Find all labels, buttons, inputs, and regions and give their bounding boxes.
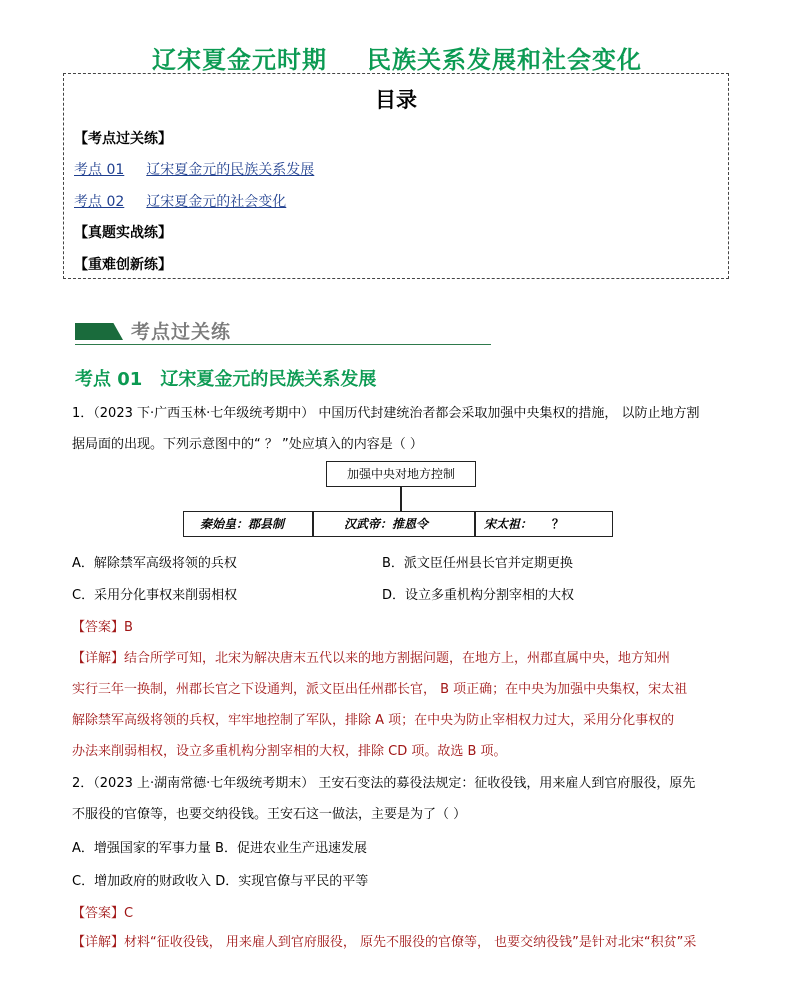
banner-bar-icon: [75, 323, 123, 340]
title-part1: 辽宋夏金元时期: [152, 46, 327, 74]
toc-link-kp02[interactable]: [74, 191, 286, 211]
q1-line2: 据局面的出现。下列示意图中的“ ？ ”处应填入的内容是（ ）: [72, 437, 423, 452]
diagram-cell-han: 汉武帝：推恩令: [344, 517, 429, 531]
section-banner-text: 考点过关练: [131, 321, 232, 343]
q1-line1: 1．（2023 下·广西玉林·七年级统考期中） 中国历代封建统治者都会采取加强中央集权的措施， 以防止地方割: [72, 406, 700, 421]
toc-item-practice: 【考点过关练】: [74, 131, 172, 147]
diagram-blank: ？: [532, 512, 584, 537]
q1-option-b: B．派文臣任州县长官并定期更换: [382, 556, 573, 571]
q2-line1: 2．（2023 上·湖南常德·七年级统考期末） 王安石变法的募役法规定：征收役钱，用来雇人到官府服役，原先: [72, 776, 696, 791]
q1-detail-line4: 办法来削弱相权，设立多重机构分割宰相的大权，排除 CD 项。故选 B 项。: [72, 744, 507, 759]
section-divider: [75, 344, 491, 345]
toc-link-kp01-num: 考点 01: [74, 162, 125, 178]
toc-item-innovation: 【重难创新练】: [74, 257, 172, 273]
diagram-cell-song: [484, 512, 584, 536]
q2-answer: 【答案】C: [72, 906, 134, 921]
section-banner: [75, 317, 491, 347]
diagram-divider: [474, 512, 476, 536]
diagram-top-box: 加强中央对地方控制: [326, 461, 476, 487]
diagram-divider: [312, 512, 314, 536]
q1-diagram: [183, 461, 613, 539]
diagram-cell-song-label: 宋太祖：: [484, 517, 533, 531]
title-part2: 民族关系发展和社会变化: [367, 46, 642, 74]
q1-stem: [72, 398, 732, 460]
q2-detail-line1: 【详解】材料“征收役钱， 用来雇人到官府服役， 原先不服役的官僚等， 也要交纳役钱”是针对北宋“积贫”采: [72, 935, 697, 950]
q2-detail: [72, 927, 732, 958]
toc-link-kp02-num: 考点 02: [74, 194, 125, 210]
q1-detail: [72, 643, 732, 767]
kp01-text: 辽宋夏金元的民族关系发展: [160, 369, 377, 390]
q1-option-a: A．解除禁军高级将领的兵权: [72, 556, 237, 571]
table-of-contents: [63, 73, 729, 279]
q1-detail-line2: 实行三年一换制，州郡长官之下设通判，派文臣出任州郡长官， B 项正确；在中央为加强中央集权，宋太祖: [72, 682, 688, 697]
document-title: [0, 40, 794, 75]
kp01-heading: [75, 365, 376, 391]
q2-stem: [72, 768, 732, 830]
diagram-connector: [400, 487, 402, 511]
toc-link-kp01-text: 辽宋夏金元的民族关系发展: [146, 162, 315, 178]
toc-heading: 目录: [375, 88, 417, 112]
q1-answer: 【答案】B: [72, 620, 133, 635]
toc-link-kp01[interactable]: [74, 159, 314, 179]
diagram-cell-qin: 秦始皇：郡县制: [200, 517, 285, 531]
toc-item-exam: 【真题实战练】: [74, 225, 172, 241]
q2-options-cd: C．增加政府的财政收入 D．实现官僚与平民的平等: [72, 874, 369, 889]
diagram-row: [183, 511, 613, 537]
q1-detail-line1: 【详解】结合所学可知，北宋为解决唐末五代以来的地方割据问题，在地方上，州郡直属中央，地方知州: [72, 651, 671, 666]
q1-option-d: D．设立多重机构分割宰相的大权: [382, 588, 575, 603]
toc-link-kp02-text: 辽宋夏金元的社会变化: [146, 194, 287, 210]
kp01-num: 考点 01: [75, 369, 143, 390]
q1-option-c: C．采用分化事权来削弱相权: [72, 588, 238, 603]
q1-detail-line3: 解除禁军高级将领的兵权，牢牢地控制了军队，排除 A 项；在中央为防止宰相权力过大，采用分化事权的: [72, 713, 675, 728]
q2-options-ab: A．增强国家的军事力量 B．促进农业生产迅速发展: [72, 841, 367, 856]
q2-line2: 不服役的官僚等，也要交纳役钱。王安石这一做法，主要是为了（ ）: [72, 807, 467, 822]
